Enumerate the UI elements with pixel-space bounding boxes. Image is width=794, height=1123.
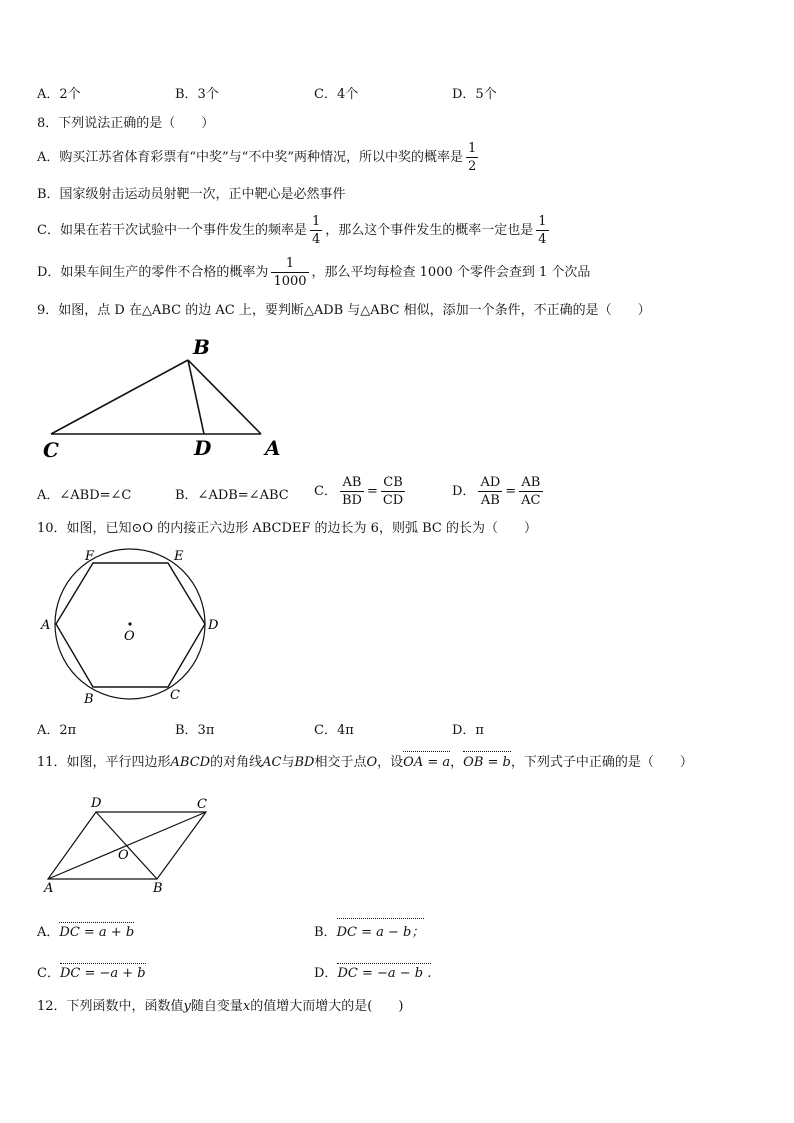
q8-option-d-text: D．如果车间生产的零件不合格的概率为	[37, 265, 269, 280]
q11-option-a: A．DC = a + b	[37, 925, 135, 940]
q11-label-a: A	[44, 881, 54, 896]
q9-label-b: B	[193, 335, 210, 359]
q11-parallelogram-figure	[36, 790, 226, 896]
q9-option-c-fraction-2: $\frac{CB}{CD}$	[382, 475, 404, 508]
q8-option-c-fraction-1: $\frac{1}{4}$	[311, 214, 321, 247]
q10-option-d: D．π	[452, 723, 484, 738]
q8-option-a	[37, 140, 481, 175]
q11-vector-ob: OB = b	[463, 755, 511, 770]
q8-option-a-fraction: $\frac{1}{2}$	[467, 141, 477, 174]
q9-option-c: C． $\frac{AB}{BD}$ = $\frac{CB}{CD}$	[314, 475, 404, 508]
q10-label-a: A	[41, 618, 51, 633]
q11-label-d: D	[91, 796, 102, 811]
q10-label-d: D	[208, 618, 219, 633]
q10-label-o: O	[124, 629, 135, 644]
q9-option-d-fraction-1: $\frac{AD}{AB}$	[480, 475, 501, 508]
q7-option-c: C．4个	[314, 87, 359, 102]
q9-option-b: B．∠ADB=∠ABC	[175, 488, 289, 503]
q9-option-c-fraction-1: $\frac{AB}{BD}$	[341, 475, 362, 508]
q11-label-o: O	[118, 848, 129, 863]
q10-option-b: B．3π	[175, 723, 215, 738]
q8-option-b: B．国家级射击运动员射靶一次，正中靶心是必然事件	[37, 187, 346, 202]
q9-triangle-figure	[36, 330, 296, 462]
q11-option-c: C．DC = −a + b	[37, 966, 146, 981]
q10-option-c: C．4π	[314, 723, 354, 738]
q10-label-e: E	[174, 549, 184, 564]
q11-option-d: D．DC = −a − b .	[314, 966, 432, 981]
q8-option-c	[37, 213, 552, 248]
q9-stem: 9．如图，点 D 在△ABC 的边 AC 上，要判断△ADB 与△ABC 相似，添加一个条件，不正确的是（ ）	[37, 303, 651, 318]
q10-hexagon-figure	[36, 548, 226, 708]
q9-option-d-fraction-2: $\frac{AB}{AC}$	[521, 475, 541, 508]
q11-label-c: C	[197, 797, 207, 812]
q10-label-c: C	[170, 688, 180, 703]
q8-option-c-middle: ，那么这个事件发生的概率一定也是	[325, 223, 534, 238]
q10-option-a: A．2π	[37, 723, 77, 738]
q10-stem: 10．如图，已知⊙O 的内接正六边形 ABCDEF 的边长为 6，则弧 BC 的长为（ ）	[37, 521, 537, 536]
q10-label-f: F	[85, 549, 95, 564]
q12-stem: 12．下列函数中，函数值y随自变量x的值增大而增大的是( )	[37, 999, 404, 1014]
q9-option-d: D． $\frac{AD}{AB}$ = $\frac{AB}{AC}$	[452, 475, 541, 508]
q8-option-a-text: A．购买江苏省体育彩票有“中奖”与“不中奖”两种情况，所以中奖的概率是	[37, 150, 463, 165]
q8-option-c-text: C．如果在若干次试验中一个事件发生的频率是	[37, 223, 307, 238]
q7-option-d: D．5个	[452, 87, 497, 102]
q9-option-a: A．∠ABD=∠C	[37, 488, 132, 503]
q8-option-d-tail: ，那么平均每检查 1000 个零件会查到 1 个次品	[311, 265, 591, 280]
q10-label-b: B	[84, 692, 94, 707]
q8-option-c-fraction-2: $\frac{1}{4}$	[538, 214, 547, 247]
q11-stem: 11．如图，平行四边形ABCD的对角线AC与BD相交于点O，设OA = a，OB = b，下列式子中正确的是（ ）	[37, 755, 693, 770]
q11-label-b: B	[153, 881, 163, 896]
q9-label-c: C	[43, 438, 59, 462]
q7-option-b: B．3个	[175, 87, 219, 102]
q9-label-a: A	[265, 436, 281, 460]
q8-option-d	[37, 255, 590, 290]
q11-vector-oa: OA = a	[403, 755, 451, 770]
q8-stem: 8．下列说法正确的是（ ）	[37, 116, 215, 131]
q11-option-b: B．DC = a − b；	[314, 921, 424, 940]
q7-option-a: A．2个	[37, 87, 81, 102]
q8-option-d-fraction: $\frac{1}{1000}$	[273, 256, 307, 289]
q9-label-d: D	[194, 436, 212, 460]
